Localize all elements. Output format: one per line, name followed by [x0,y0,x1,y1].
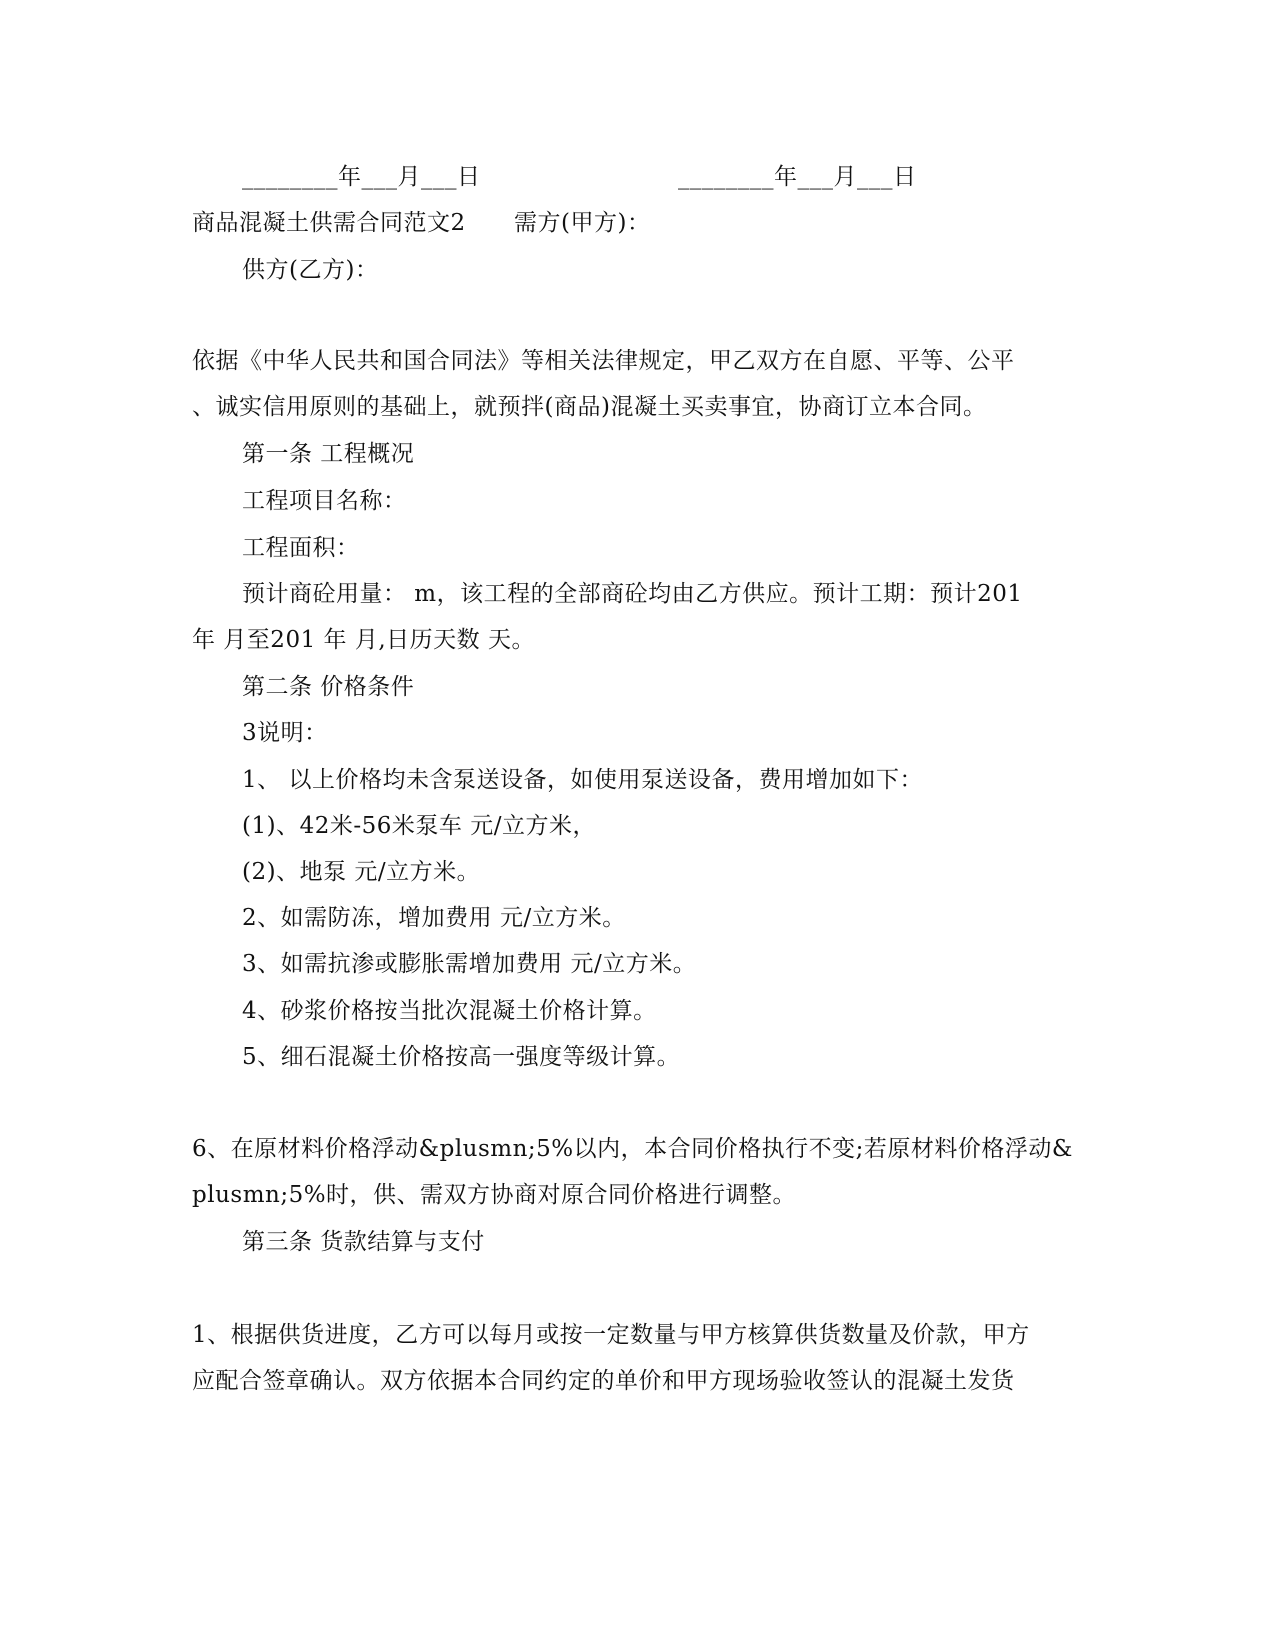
price-item: (2)、地泵 元/立方米。 [242,859,481,885]
preamble-line-2: 、诚实信用原则的基础上，就预拌(商品)混凝土买卖事宜，协商订立本合同。 [192,394,987,420]
usage-line-1: 预计商砼用量： m，该工程的全部商砼均由乙方供应。预计工期：预计201 [242,581,1023,607]
date-left: ________年___月___日 [242,164,481,190]
document-title: 商品混凝土供需合同范文2 [192,210,466,236]
price-item: (1)、42米-56米泵车 元/立方米， [242,813,596,839]
note-title: 3说明： [242,720,328,746]
price-item: 1、 以上价格均未含泵送设备，如使用泵送设备，费用增加如下： [242,767,923,793]
article1-heading: 第一条 工程概况 [242,441,415,467]
preamble-line-1: 依据《中华人民共和国合同法》等相关法律规定，甲乙双方在自愿、平等、公平 [192,348,1015,374]
project-name-field: 工程项目名称： [242,488,407,514]
price-item: 2、如需防冻，增加费用 元/立方米。 [242,905,626,931]
date-line [242,162,917,192]
article2-heading: 第二条 价格条件 [242,674,415,700]
party-a-label: 需方(甲方)： [514,210,651,236]
title-line [192,208,651,238]
price-item: 5、细石混凝土价格按高一强度等级计算。 [242,1044,681,1070]
party-b-label: 供方(乙方)： [242,257,379,283]
item6-line-2: plusmn;5%时，供、需双方协商对原合同价格进行调整。 [192,1182,797,1208]
price-item: 4、砂浆价格按当批次混凝土价格计算。 [242,998,657,1024]
item6-line-1: 6、在原材料价格浮动&plusmn;5%以内，本合同价格执行不变;若原材料价格浮动& [192,1136,1073,1162]
usage-line-2: 年 月至201 年 月,日历天数 天。 [192,627,535,653]
article3-para-line-1: 1、根据供货进度，乙方可以每月或按一定数量与甲方核算供货数量及价款，甲方 [192,1322,1030,1348]
project-area-field: 工程面积： [242,535,360,561]
date-right: ________年___月___日 [678,164,917,190]
article3-heading: 第三条 货款结算与支付 [242,1229,485,1255]
price-item: 3、如需抗渗或膨胀需增加费用 元/立方米。 [242,951,697,977]
article3-para-line-2: 应配合签章确认。双方依据本合同约定的单价和甲方现场验收签认的混凝土发货 [192,1368,1015,1394]
